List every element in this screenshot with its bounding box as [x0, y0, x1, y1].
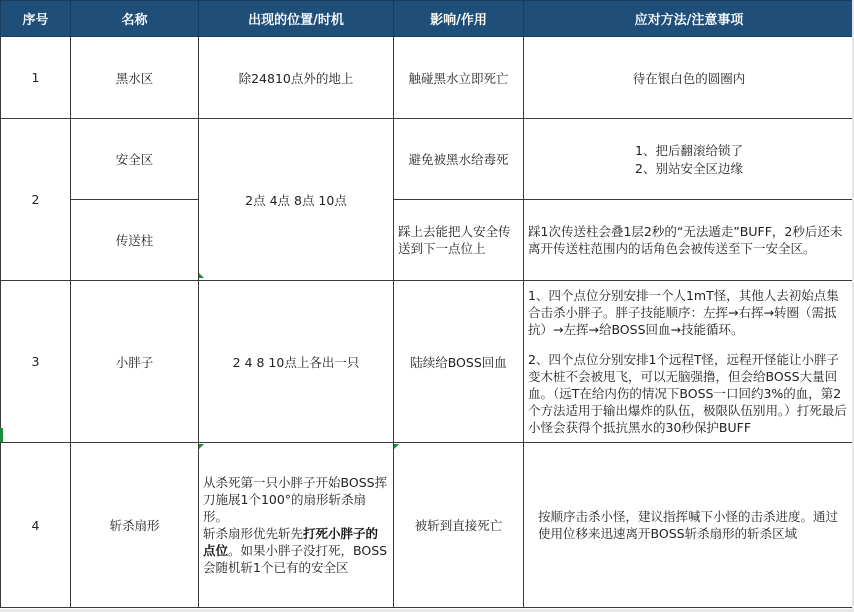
cell-effect[interactable]: 触碰黑水立即死亡 — [394, 37, 524, 119]
table-row — [1, 281, 854, 443]
method-paragraph: 1、四个点位分别安排一个人1mT怪，其他人去初始点集合击杀小胖子。胖子技能顺序：左挥→右挥→转圈（需抵抗）→左挥→给BOSS回血→技能循环。 — [528, 288, 839, 337]
table-row — [1, 200, 854, 281]
row-selection-marker — [0, 428, 3, 442]
cell-position[interactable]: 除24810点外的地上 — [199, 37, 394, 119]
header-name: 名称 — [71, 1, 199, 37]
cell-effect[interactable]: 踩上去能把人安全传送到下一点位上 — [394, 200, 524, 281]
method-line: 1、把后翻滚给锁了 — [635, 143, 743, 158]
cell-no[interactable]: 3 — [1, 281, 71, 443]
table-row — [1, 119, 854, 200]
position-text: 。如果小胖子没打死，BOSS会随机斩1个已有的安全区 — [203, 543, 388, 575]
cell-no[interactable]: 1 — [1, 37, 71, 119]
table-row — [1, 37, 854, 119]
cell-name[interactable]: 斩杀扇形 — [71, 443, 199, 608]
cell-no[interactable]: 2 — [1, 119, 71, 281]
cell-name[interactable]: 安全区 — [71, 119, 199, 200]
table-row — [1, 443, 854, 608]
position-emphasis: 打死小胖子的点位 — [203, 526, 379, 558]
position-paragraph: 从杀死第一只小胖子开始BOSS挥刀施展1个100°的扇形斩杀扇形。 — [203, 475, 388, 524]
header-row — [1, 1, 854, 37]
comment-indicator-icon — [199, 444, 204, 449]
cell-position[interactable] — [199, 443, 394, 608]
header-method: 应对方法/注意事项 — [524, 1, 854, 37]
cell-method[interactable]: 踩1次传送柱会叠1层2秒的“无法遁走”BUFF，2秒后还未离开传送柱范围内的话角色会被传送至下一安全区。 — [524, 200, 854, 281]
method-line: 2、别站安全区边缘 — [635, 161, 743, 176]
header-effect: 影响/作用 — [394, 1, 524, 37]
cell-effect[interactable]: 被斩到直接死亡 — [394, 443, 524, 608]
cell-method[interactable] — [524, 281, 854, 443]
position-paragraph — [203, 525, 389, 576]
cell-effect[interactable]: 避免被黑水给毒死 — [394, 119, 524, 200]
cell-method[interactable] — [524, 119, 854, 200]
cell-name[interactable]: 传送柱 — [71, 200, 199, 281]
cell-position[interactable]: 2 4 8 10点上各出一只 — [199, 281, 394, 443]
cell-name[interactable]: 黑水区 — [71, 37, 199, 119]
comment-indicator-icon — [394, 444, 399, 449]
header-no: 序号 — [1, 1, 71, 37]
cell-position[interactable]: 2点 4点 8点 10点 — [199, 119, 394, 281]
position-text: 斩杀扇形优先斩先 — [203, 526, 304, 541]
method-paragraph: 2、四个点位分别安排1个远程T怪，远程开怪能让小胖子变木桩不会被甩飞，可以无脑强撸，但会给BOSS大量回血。（远T在给内伤的情况下BOSS一口回约3%的血，第2个方法适用于输出爆炸的队伍，极限队伍别用。）打死最后小怪会获得个抵抗黑水的30秒保护BUFF — [528, 352, 847, 435]
header-position: 出现的位置/时机 — [199, 1, 394, 37]
cell-name[interactable]: 小胖子 — [71, 281, 199, 443]
cell-effect[interactable]: 陆续给BOSS回血 — [394, 281, 524, 443]
comment-indicator-icon — [199, 273, 204, 278]
cell-no[interactable]: 4 — [1, 443, 71, 608]
cell-method[interactable]: 按顺序击杀小怪，建议指挥喊下小怪的击杀进度。通过使用位移来迅速离开BOSS斩杀扇形的斩杀区域 — [524, 443, 854, 608]
cell-method[interactable]: 待在银白色的圆圈内 — [524, 37, 854, 119]
